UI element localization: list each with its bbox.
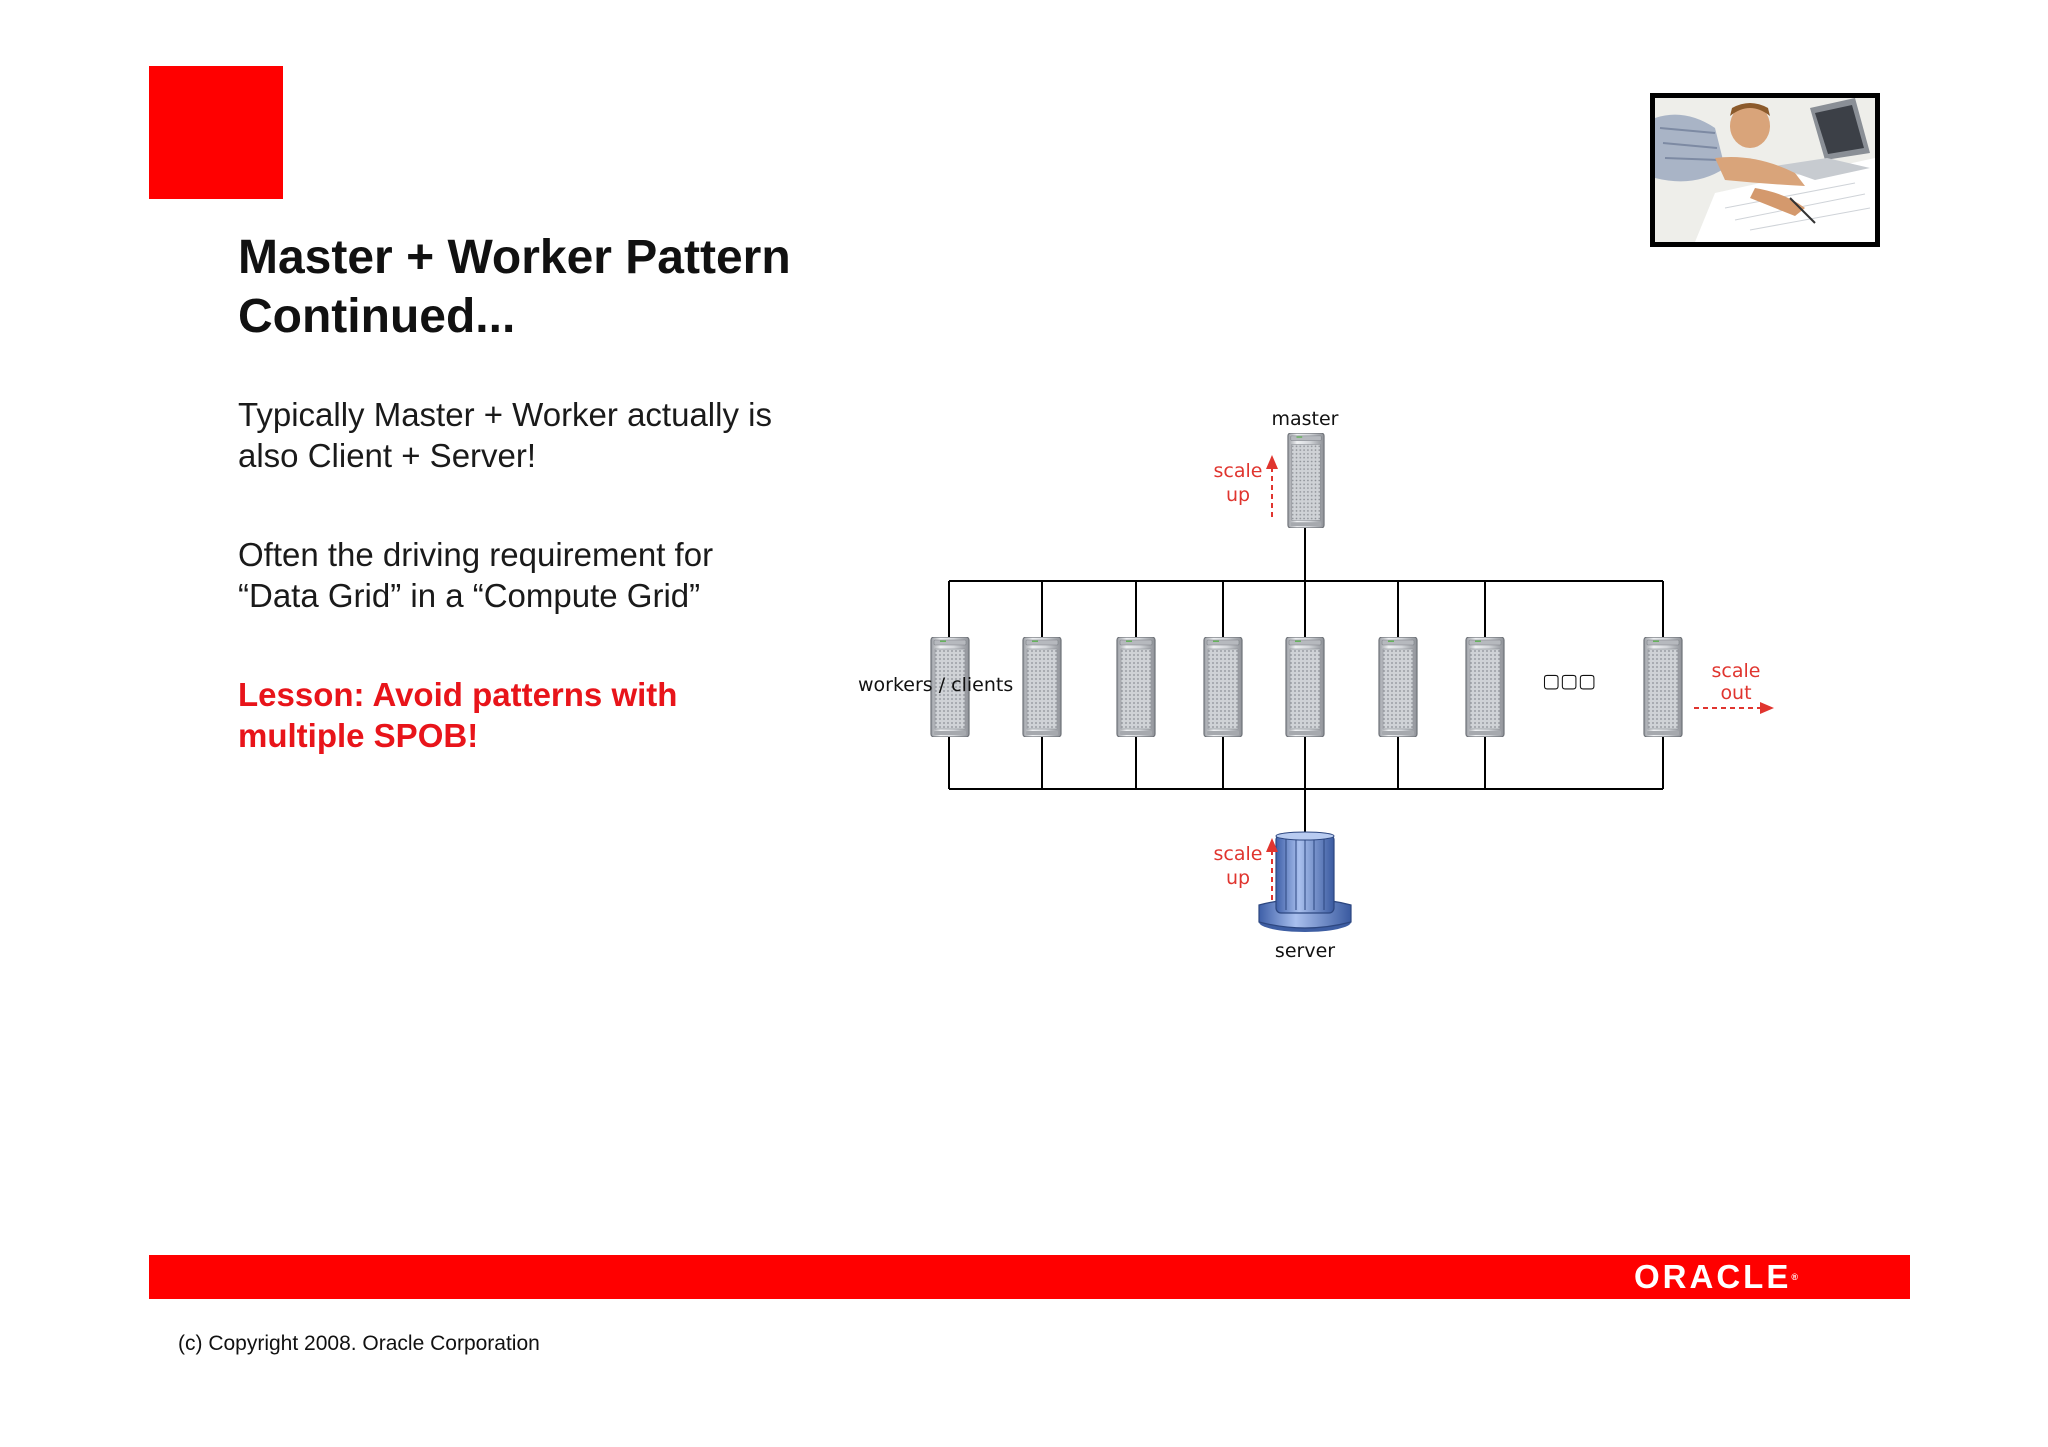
lesson-text <box>238 674 878 756</box>
workers-clients-label: workers / clients <box>858 674 1014 696</box>
worker-server-icon <box>1023 637 1061 737</box>
server-label: server <box>1274 940 1336 962</box>
worker-server-icon <box>1379 637 1417 737</box>
title-line-1: Master + Worker Pattern <box>238 231 791 284</box>
lesson-line-1: Lesson: Avoid patterns with <box>238 676 678 713</box>
paragraph-1-line-2: also Client + Server! <box>238 437 537 474</box>
scale-up-master-label-2: up <box>1225 484 1251 506</box>
oracle-logo-mark: ® <box>1791 1272 1798 1282</box>
slide-title <box>238 228 878 346</box>
paragraph-1-line-1: Typically Master + Worker actually is <box>238 396 772 433</box>
worker-server-icon <box>1466 637 1504 737</box>
master-server-icon <box>1288 433 1324 528</box>
scale-out-label-1: scale <box>1711 660 1761 682</box>
paragraph-2-line-2: “Data Grid” in a “Compute Grid” <box>238 577 701 614</box>
photo-illustration <box>1655 98 1875 242</box>
title-line-2: Continued... <box>238 290 516 343</box>
scale-up-server-label-2: up <box>1225 867 1251 889</box>
worker-server-icon <box>1644 637 1682 737</box>
worker-server-icon <box>1204 637 1242 737</box>
oracle-logo <box>1634 1260 1798 1294</box>
copyright-text: (c) Copyright 2008. Oracle Corporation <box>178 1332 540 1355</box>
person-with-laptop-photo <box>1650 93 1880 247</box>
scale-up-master-label-1: scale <box>1213 460 1263 482</box>
oracle-logo-text: ORACLE <box>1634 1258 1792 1295</box>
worker-server-icon <box>1117 637 1155 737</box>
scale-up-server-label-1: scale <box>1213 843 1263 865</box>
paragraph-client-server <box>238 394 878 476</box>
paragraph-2-line-1: Often the driving requirement for <box>238 536 714 573</box>
brand-red-square <box>149 66 283 199</box>
scale-out-label-2: out <box>1720 682 1752 704</box>
paragraph-data-grid <box>238 534 878 616</box>
lesson-line-2: multiple SPOB! <box>238 717 479 754</box>
ellipsis-label: ▢▢▢ <box>1542 670 1596 692</box>
master-label: master <box>1271 408 1339 430</box>
scale-up-master-arrow-icon <box>1266 455 1278 517</box>
master-worker-diagram <box>850 395 1810 965</box>
worker-server-icon <box>1286 637 1324 737</box>
footer-bar <box>149 1255 1910 1299</box>
